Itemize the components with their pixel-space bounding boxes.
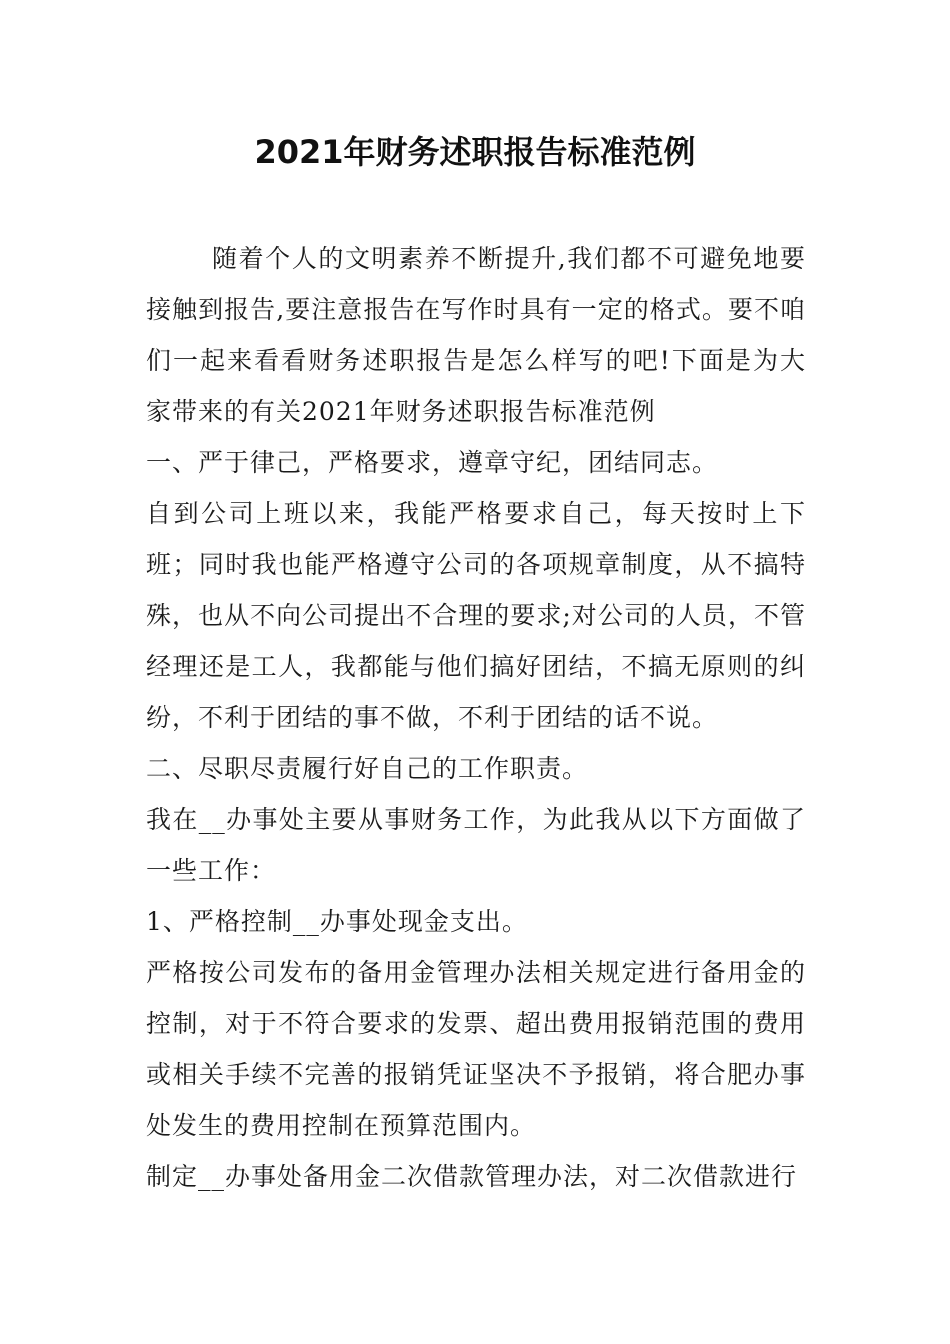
body-paragraph: 自到公司上班以来，我能严格要求自己，每天按时上下班；同时我也能严格遵守公司的各项规章制度，从不搞特殊，也从不向公司提出不合理的要求;对公司的人员，不管经理还是工人，我都能与他们搞好团结，不搞无原则的纠纷，不利于团结的事不做，不利于团结的话不说。 xyxy=(146,499,806,732)
document-body xyxy=(146,233,806,1202)
body-paragraph: 严格按公司发布的备用金管理办法相关规定进行备用金的控制，对于不符合要求的发票、超出费用报销范围的费用或相关手续不完善的报销凭证坚决不予报销，将合肥办事处发生的费用控制在预算范围内。 xyxy=(146,958,806,1140)
body-paragraph: 我在__办事处主要从事财务工作，为此我从以下方面做了一些工作： xyxy=(146,805,806,885)
intro-paragraph: 随着个人的文明素养不断提升,我们都不可避免地要接触到报告,要注意报告在写作时具有一定的格式。要不咱们一起来看看财务述职报告是怎么样写的吧!下面是为大家带来的有关2021年财务述职报告标准范例 xyxy=(146,244,806,426)
list-item-1: 1、严格控制__办事处现金支出。 xyxy=(146,907,528,936)
section-heading-2: 二、尽职尽责履行好自己的工作职责。 xyxy=(146,754,589,783)
document-title: 2021年财务述职报告标准范例 xyxy=(254,133,696,171)
body-paragraph: 制定__办事处备用金二次借款管理办法，对二次借款进行 xyxy=(146,1162,798,1191)
section-heading-1: 一、严于律己，严格要求，遵章守纪，团结同志。 xyxy=(146,448,719,477)
